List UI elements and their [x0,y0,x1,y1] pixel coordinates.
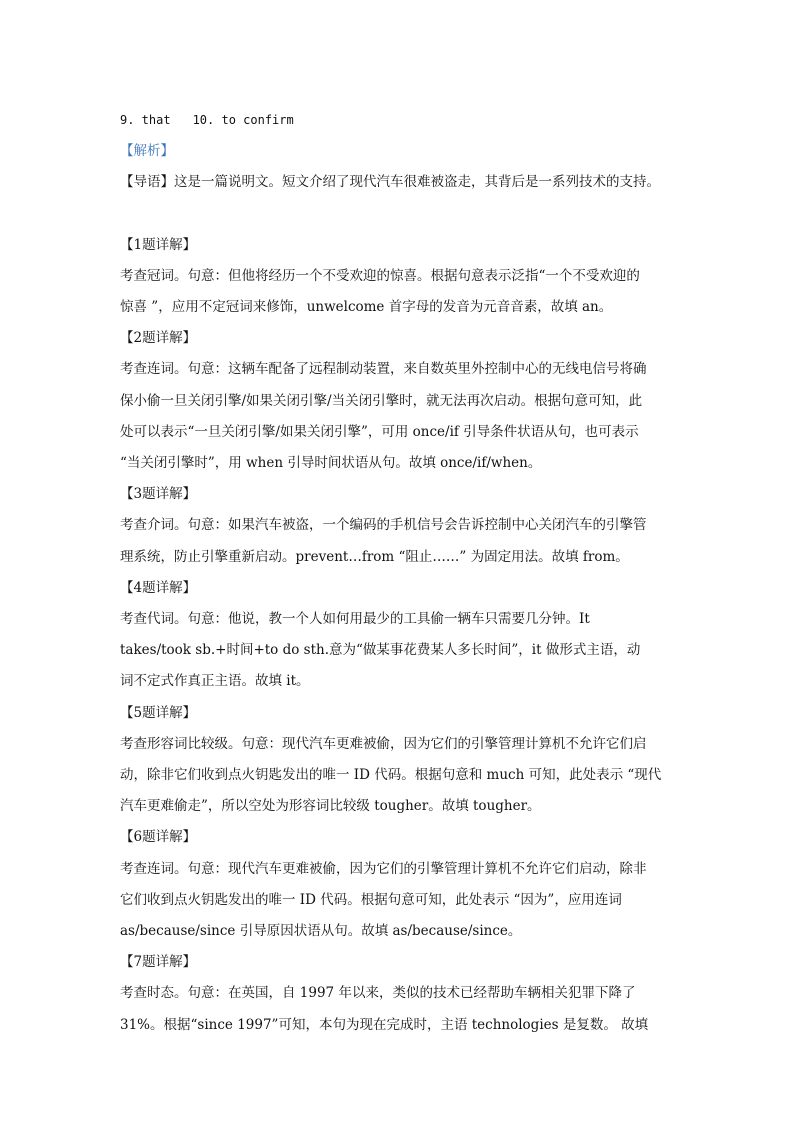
question-heading: 【6题详解】 [120,829,197,846]
explanation-line: 保小偷一旦关闭引擎/如果关闭引擎/当关闭引擎时，就无法再次启动。根据句意可知，此 [120,392,643,409]
question-heading: 【1题详解】 [120,236,197,253]
answer-key-line [120,105,680,136]
question-explanation-paragraph [120,854,680,948]
spacer [120,199,680,230]
explanation-line: 词不定式作真正主语。故填 it。 [120,673,310,690]
explanation-line: as/because/since 引导原因状语从句。故填 as/because/since。 [120,923,522,940]
explanation-line: 考查连词。句意：这辆车配备了远程制动装置，来自数英里外控制中心的无线电信号将确 [120,361,647,378]
explanation-line: 处可以表示“一旦关闭引擎/如果关闭引擎”，可用 once/if 引导条件状语从句，也可表示 [120,423,639,440]
answer-9: 9. that [120,113,171,127]
question-explanation-paragraph [120,604,680,698]
explanation-line: 考查形容词比较级。句意：现代汽车更难被偷，因为它们的引擎管理计算机不允许它们启 [120,735,647,752]
question-heading: 【5题详解】 [120,704,197,721]
jiexi-heading: 【解析】 [120,143,174,160]
explanation-line: 31%。根据“since 1997”可知，本句为现在完成时，主语 technologies 是复数。 故填 [120,1016,649,1033]
answer-explanation [120,105,680,1041]
question-explanation-paragraph [120,261,680,323]
explanation-line: 考查冠词。句意：但他将经历一个不受欢迎的惊喜。根据句意表示泛指“一个不受欢迎的 [120,267,640,284]
question-explanation-paragraph [120,510,680,572]
question-explanation-paragraph [120,354,680,479]
explanation-line: 它们收到点火钥匙发出的唯一 ID 代码。根据句意可知，此处表示 “因为”，应用连词 [120,891,622,908]
explanation-line: 汽车更难偷走”，所以空处为形容词比较级 tougher。故填 tougher。 [120,798,541,815]
answer-10: 10. to confirm [192,113,294,127]
intro-paragraph: 【导语】这是一篇说明文。短文介绍了现代汽车很难被盗走，其背后是一系列技术的支持。 [120,174,660,191]
explanation-line: 考查连词。句意：现代汽车更难被偷，因为它们的引擎管理计算机不允许它们启动，除非 [120,860,647,877]
explanation-line: 动，除非它们收到点火钥匙发出的唯一 ID 代码。根据句意和 much 可知，此处表示 “现代 [120,767,662,784]
question-heading: 【3题详解】 [120,486,197,503]
question-heading: 【7题详解】 [120,954,197,971]
question-heading: 【4题详解】 [120,579,197,596]
explanation-line: 考查介词。句意：如果汽车被盗，一个编码的手机信号会告诉控制中心关闭汽车的引擎管 [120,517,647,534]
explanation-line: “当关闭引擎时”，用 when 引导时间状语从句。故填 once/if/when。 [120,455,542,472]
explanation-line: 理系统，防止引擎重新启动。prevent…from “阻止……” 为固定用法。故填 from。 [120,548,629,565]
question-heading: 【2题详解】 [120,330,197,347]
question-explanations [120,230,680,1041]
explanation-line: 考查时态。句意：在英国，自 1997 年以来，类似的技术已经帮助车辆相关犯罪下降了 [120,985,636,1002]
explanation-line: 惊喜 ”，应用不定冠词来修饰，unwelcome 首字母的发音为元音音素，故填 an。 [120,299,613,316]
explanation-line: takes/took sb.+时间+to do sth.意为“做某事花费某人多长时间”，it 做形式主语，动 [120,642,641,659]
question-explanation-paragraph [120,978,680,1040]
explanation-line: 考查代词。句意：他说，教一个人如何用最少的工具偷一辆车只需要几分钟。It [120,611,590,628]
question-explanation-paragraph [120,729,680,823]
